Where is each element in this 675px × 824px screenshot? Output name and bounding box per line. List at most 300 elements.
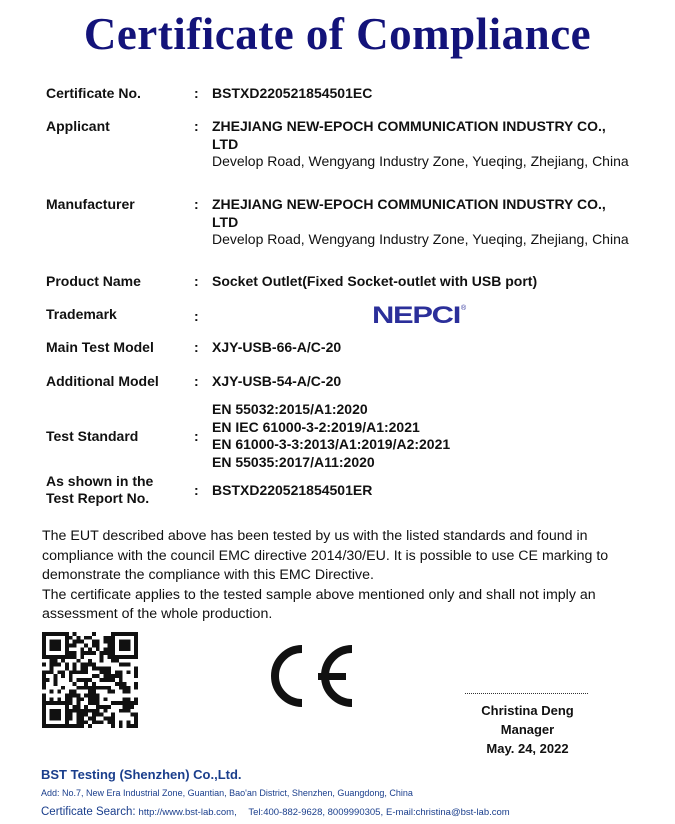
qr-module bbox=[73, 632, 77, 636]
qr-module bbox=[107, 678, 111, 682]
qr-module bbox=[54, 644, 58, 648]
qr-module bbox=[50, 655, 54, 659]
trademark-logo bbox=[212, 301, 632, 327]
qr-module bbox=[65, 720, 69, 724]
qr-module bbox=[73, 655, 77, 659]
qr-module bbox=[77, 716, 81, 720]
qr-module bbox=[57, 724, 61, 728]
qr-module bbox=[57, 647, 61, 651]
qr-module bbox=[126, 724, 130, 728]
qr-module bbox=[84, 663, 88, 667]
qr-module bbox=[103, 670, 107, 674]
qr-module bbox=[119, 674, 123, 678]
standard-item: EN 55032:2015/A1:2020 bbox=[212, 401, 368, 417]
qr-module bbox=[88, 686, 92, 690]
qr-module bbox=[134, 713, 138, 717]
qr-module bbox=[96, 647, 100, 651]
qr-module bbox=[96, 644, 100, 648]
qr-module bbox=[123, 705, 127, 709]
applicant-address: Develop Road, Wengyang Industry Zone, Yueqing, Zhejiang, China bbox=[212, 153, 629, 169]
qr-module bbox=[77, 697, 81, 701]
qr-module bbox=[50, 697, 54, 701]
qr-module bbox=[130, 713, 134, 717]
qr-module bbox=[65, 640, 69, 644]
qr-module bbox=[92, 632, 96, 636]
main-test-model-label: Main Test Model bbox=[46, 339, 154, 355]
qr-module bbox=[54, 716, 58, 720]
qr-module bbox=[42, 655, 46, 659]
qr-module bbox=[73, 690, 77, 694]
qr-module bbox=[50, 690, 54, 694]
qr-module bbox=[42, 636, 46, 640]
qr-module bbox=[65, 709, 69, 713]
qr-module bbox=[50, 663, 54, 667]
colon: : bbox=[194, 273, 199, 289]
qr-module bbox=[77, 709, 81, 713]
qr-module bbox=[92, 720, 96, 724]
signature-date: May. 24, 2022 bbox=[486, 741, 569, 756]
qr-module bbox=[92, 690, 96, 694]
qr-module bbox=[69, 690, 73, 694]
footer-address: Add: No.7, New Era Industrial Zone, Guantian, Bao'an District, Shenzhen, Guangdong, China bbox=[41, 788, 413, 798]
qr-module bbox=[46, 701, 50, 705]
qr-module bbox=[130, 655, 134, 659]
qr-module bbox=[80, 663, 84, 667]
qr-module bbox=[123, 690, 127, 694]
qr-module bbox=[126, 701, 130, 705]
qr-module bbox=[80, 667, 84, 671]
qr-module bbox=[103, 647, 107, 651]
qr-module bbox=[134, 644, 138, 648]
qr-module bbox=[77, 678, 81, 682]
qr-module bbox=[92, 640, 96, 644]
qr-module bbox=[111, 655, 115, 659]
qr-module bbox=[77, 713, 81, 717]
qr-module bbox=[54, 678, 58, 682]
qr-module bbox=[130, 632, 134, 636]
qr-module bbox=[130, 724, 134, 728]
qr-module bbox=[46, 655, 50, 659]
qr-module bbox=[111, 651, 115, 655]
qr-module bbox=[119, 670, 123, 674]
footer-contact bbox=[41, 806, 510, 818]
qr-module bbox=[126, 644, 130, 648]
qr-module bbox=[107, 640, 111, 644]
qr-module bbox=[84, 678, 88, 682]
qr-module bbox=[126, 670, 130, 674]
qr-module bbox=[61, 632, 65, 636]
qr-module bbox=[107, 674, 111, 678]
qr-module bbox=[42, 701, 46, 705]
colon: : bbox=[194, 339, 199, 355]
qr-module bbox=[103, 674, 107, 678]
qr-module bbox=[77, 659, 81, 663]
qr-module bbox=[65, 655, 69, 659]
product-name-value: Socket Outlet(Fixed Socket-outlet with USB port) bbox=[212, 273, 538, 289]
qr-module bbox=[42, 644, 46, 648]
svg-text:NEPCI: NEPCI bbox=[372, 302, 461, 327]
qr-module bbox=[57, 713, 61, 717]
certificate-no-value: BSTXD220521854501EC bbox=[212, 85, 373, 101]
qr-module bbox=[126, 690, 130, 694]
qr-module bbox=[57, 716, 61, 720]
qr-module bbox=[119, 678, 123, 682]
qr-module bbox=[77, 686, 81, 690]
qr-module bbox=[42, 674, 46, 678]
qr-module bbox=[84, 682, 88, 686]
qr-module bbox=[119, 709, 123, 713]
qr-module bbox=[42, 670, 46, 674]
qr-module bbox=[103, 651, 107, 655]
qr-module bbox=[65, 644, 69, 648]
qr-module bbox=[57, 644, 61, 648]
qr-module bbox=[119, 647, 123, 651]
ce-mark-icon bbox=[260, 643, 356, 709]
qr-module bbox=[111, 724, 115, 728]
certificate-no-label: Certificate No. bbox=[46, 85, 141, 101]
qr-module bbox=[57, 632, 61, 636]
qr-module bbox=[88, 690, 92, 694]
qr-module bbox=[111, 720, 115, 724]
qr-module bbox=[96, 720, 100, 724]
qr-module bbox=[84, 644, 88, 648]
qr-module bbox=[77, 705, 81, 709]
test-report-value: BSTXD220521854501ER bbox=[212, 482, 373, 498]
additional-model-label: Additional Model bbox=[46, 373, 159, 389]
qr-module bbox=[73, 693, 77, 697]
qr-module bbox=[92, 667, 96, 671]
qr-module bbox=[100, 686, 104, 690]
qr-module bbox=[65, 636, 69, 640]
qr-module bbox=[119, 701, 123, 705]
qr-module bbox=[54, 682, 58, 686]
qr-module bbox=[107, 686, 111, 690]
qr-module bbox=[92, 674, 96, 678]
qr-module bbox=[61, 701, 65, 705]
qr-module bbox=[103, 640, 107, 644]
signer-name: Christina Deng bbox=[481, 703, 574, 718]
qr-module bbox=[57, 701, 61, 705]
qr-module bbox=[126, 647, 130, 651]
qr-module bbox=[42, 697, 46, 701]
qr-module bbox=[107, 667, 111, 671]
qr-module bbox=[134, 632, 138, 636]
manufacturer-address: Develop Road, Wengyang Industry Zone, Yueqing, Zhejiang, China bbox=[212, 231, 629, 247]
qr-module bbox=[50, 701, 54, 705]
manufacturer-label: Manufacturer bbox=[46, 196, 135, 212]
qr-module bbox=[119, 682, 123, 686]
qr-module bbox=[50, 644, 54, 648]
qr-module bbox=[100, 670, 104, 674]
qr-module bbox=[65, 647, 69, 651]
qr-module bbox=[119, 655, 123, 659]
qr-module bbox=[100, 659, 104, 663]
qr-module bbox=[123, 647, 127, 651]
qr-module bbox=[80, 678, 84, 682]
qr-module bbox=[65, 716, 69, 720]
qr-module bbox=[92, 663, 96, 667]
qr-module bbox=[73, 705, 77, 709]
qr-module bbox=[46, 678, 50, 682]
footer-email[interactable]: E-mail:christina@bst-lab.com bbox=[386, 807, 510, 818]
qr-module bbox=[134, 636, 138, 640]
qr-module bbox=[130, 701, 134, 705]
signer-title: Manager bbox=[500, 722, 555, 737]
qr-module bbox=[107, 716, 111, 720]
qr-module bbox=[73, 670, 77, 674]
qr-module bbox=[42, 713, 46, 717]
qr-module bbox=[103, 667, 107, 671]
qr-module bbox=[100, 655, 104, 659]
qr-module bbox=[77, 701, 81, 705]
colon: : bbox=[194, 482, 199, 498]
applicant-label: Applicant bbox=[46, 118, 110, 134]
qr-module bbox=[100, 678, 104, 682]
standard-item: EN IEC 61000-3-2:2019/A1:2021 bbox=[212, 418, 420, 435]
qr-module bbox=[88, 651, 92, 655]
qr-module bbox=[88, 697, 92, 701]
qr-module bbox=[50, 647, 54, 651]
qr-module bbox=[61, 655, 65, 659]
qr-module bbox=[134, 674, 138, 678]
qr-module bbox=[103, 636, 107, 640]
certificate-search-link[interactable]: http://www.bst-lab.com, bbox=[138, 807, 237, 818]
qr-module bbox=[54, 655, 58, 659]
qr-module bbox=[111, 674, 115, 678]
qr-module bbox=[96, 674, 100, 678]
qr-module bbox=[57, 640, 61, 644]
qr-module bbox=[134, 686, 138, 690]
certificate-search-label: Certificate Search: bbox=[41, 806, 136, 818]
qr-module bbox=[69, 644, 73, 648]
qr-module bbox=[88, 716, 92, 720]
qr-module bbox=[134, 647, 138, 651]
footer-company: BST Testing (Shenzhen) Co.,Ltd. bbox=[41, 767, 242, 782]
qr-module bbox=[100, 720, 104, 724]
qr-module bbox=[73, 663, 77, 667]
qr-module bbox=[42, 647, 46, 651]
qr-module bbox=[57, 697, 61, 701]
qr-module bbox=[61, 659, 65, 663]
qr-module bbox=[54, 713, 58, 717]
qr-module bbox=[50, 640, 54, 644]
qr-module bbox=[80, 720, 84, 724]
qr-module bbox=[111, 690, 115, 694]
qr-module bbox=[134, 720, 138, 724]
qr-module bbox=[111, 636, 115, 640]
qr-module bbox=[80, 716, 84, 720]
qr-module bbox=[100, 667, 104, 671]
svg-text:®: ® bbox=[461, 305, 467, 312]
qr-module bbox=[46, 632, 50, 636]
qr-module bbox=[103, 709, 107, 713]
certificate-title: Certificate of Compliance bbox=[83, 9, 592, 59]
qr-module bbox=[123, 663, 127, 667]
qr-module bbox=[73, 709, 77, 713]
qr-module bbox=[92, 693, 96, 697]
qr-module bbox=[61, 724, 65, 728]
standard-item: EN 55035:2017/A11:2020 bbox=[212, 453, 375, 470]
colon: : bbox=[194, 118, 199, 134]
qr-module bbox=[54, 640, 58, 644]
qr-module bbox=[92, 701, 96, 705]
qr-module bbox=[65, 701, 69, 705]
main-test-model-value: XJY-USB-66-A/C-20 bbox=[212, 339, 342, 355]
qr-module bbox=[126, 640, 130, 644]
qr-module bbox=[88, 678, 92, 682]
qr-module bbox=[134, 716, 138, 720]
qr-module bbox=[119, 720, 123, 724]
qr-module bbox=[126, 705, 130, 709]
qr-module bbox=[80, 713, 84, 717]
qr-module bbox=[96, 713, 100, 717]
qr-module bbox=[107, 705, 111, 709]
qr-module bbox=[103, 716, 107, 720]
qr-module bbox=[77, 724, 81, 728]
qr-module bbox=[134, 701, 138, 705]
qr-module bbox=[107, 651, 111, 655]
statement-paragraph-2: The certificate applies to the tested sample above mentioned only and shall not imply an assessment of the whole production. bbox=[42, 586, 596, 622]
qr-module bbox=[126, 655, 130, 659]
qr-module bbox=[73, 644, 77, 648]
qr-module bbox=[42, 632, 46, 636]
qr-module bbox=[119, 632, 123, 636]
qr-module bbox=[111, 632, 115, 636]
qr-module bbox=[115, 655, 119, 659]
qr-module bbox=[65, 667, 69, 671]
test-report-label: As shown in the Test Report No. bbox=[46, 473, 154, 506]
qr-module bbox=[119, 686, 123, 690]
qr-module bbox=[134, 640, 138, 644]
qr-module bbox=[115, 674, 119, 678]
qr-module bbox=[88, 659, 92, 663]
qr-module bbox=[92, 709, 96, 713]
qr-module bbox=[123, 709, 127, 713]
footer-tel: Tel:400-882-9628, 8009990305, bbox=[248, 807, 384, 818]
qr-module bbox=[123, 655, 127, 659]
qr-module bbox=[92, 686, 96, 690]
qr-module bbox=[65, 713, 69, 717]
qr-module bbox=[100, 705, 104, 709]
qr-module bbox=[84, 720, 88, 724]
qr-module bbox=[80, 670, 84, 674]
qr-module bbox=[96, 697, 100, 701]
qr-module bbox=[65, 697, 69, 701]
qr-module bbox=[96, 701, 100, 705]
qr-module bbox=[115, 701, 119, 705]
qr-module bbox=[50, 632, 54, 636]
qr-module bbox=[73, 682, 77, 686]
colon: : bbox=[194, 428, 199, 444]
qr-module bbox=[42, 720, 46, 724]
qr-module bbox=[111, 716, 115, 720]
qr-module bbox=[103, 705, 107, 709]
qr-module bbox=[69, 716, 73, 720]
qr-module bbox=[77, 693, 81, 697]
qr-module bbox=[92, 682, 96, 686]
colon: : bbox=[194, 85, 199, 101]
qr-module bbox=[88, 709, 92, 713]
qr-module bbox=[69, 678, 73, 682]
qr-module bbox=[42, 663, 46, 667]
qr-module bbox=[92, 651, 96, 655]
qr-module bbox=[96, 667, 100, 671]
qr-module bbox=[130, 705, 134, 709]
trademark-label: Trademark bbox=[46, 306, 117, 322]
qr-module bbox=[42, 724, 46, 728]
qr-module bbox=[88, 647, 92, 651]
qr-module bbox=[107, 720, 111, 724]
qr-module bbox=[69, 697, 73, 701]
qr-module bbox=[96, 640, 100, 644]
qr-module bbox=[100, 713, 104, 717]
standard-item: EN 61000-3-3:2013/A1:2019/A2:2021 bbox=[212, 436, 451, 452]
qr-module bbox=[65, 724, 69, 728]
qr-module bbox=[65, 705, 69, 709]
qr-module bbox=[77, 636, 81, 640]
qr-module bbox=[107, 655, 111, 659]
qr-module bbox=[54, 647, 58, 651]
applicant-name: ZHEJIANG NEW-EPOCH COMMUNICATION INDUSTRY CO., LTD bbox=[212, 118, 606, 152]
qr-module bbox=[119, 724, 123, 728]
qr-module bbox=[134, 655, 138, 659]
qr-module bbox=[54, 701, 58, 705]
qr-module bbox=[111, 644, 115, 648]
qr-module bbox=[84, 686, 88, 690]
qr-module bbox=[42, 693, 46, 697]
compliance-statement bbox=[42, 527, 642, 625]
qr-module bbox=[54, 724, 58, 728]
qr-module bbox=[54, 709, 58, 713]
qr-module bbox=[80, 686, 84, 690]
qr-module bbox=[77, 670, 81, 674]
qr-module bbox=[80, 655, 84, 659]
qr-module bbox=[134, 682, 138, 686]
qr-module bbox=[57, 663, 61, 667]
qr-module bbox=[69, 655, 73, 659]
qr-module bbox=[96, 709, 100, 713]
qr-module bbox=[84, 636, 88, 640]
qr-module bbox=[115, 632, 119, 636]
qr-module bbox=[65, 632, 69, 636]
qr-module bbox=[107, 636, 111, 640]
qr-module bbox=[123, 640, 127, 644]
qr-module bbox=[65, 651, 69, 655]
qr-module bbox=[69, 636, 73, 640]
qr-module bbox=[69, 651, 73, 655]
qr-module bbox=[123, 686, 127, 690]
test-standard-list bbox=[212, 401, 632, 471]
qr-module bbox=[96, 686, 100, 690]
qr-module bbox=[100, 651, 104, 655]
statement-paragraph-1: The EUT described above has been tested by us with the listed standards and found in compliance with the council EMC directive 2014/30/EU. It is possible to use CE marking to demonstrate the compliance with this EMC Directive. bbox=[42, 528, 609, 583]
qr-module bbox=[69, 709, 73, 713]
qr-module bbox=[111, 713, 115, 717]
qr-module bbox=[84, 713, 88, 717]
colon: : bbox=[194, 373, 199, 389]
qr-module bbox=[80, 724, 84, 728]
qr-module bbox=[111, 647, 115, 651]
qr-module bbox=[88, 724, 92, 728]
qr-module bbox=[80, 709, 84, 713]
qr-module bbox=[84, 651, 88, 655]
qr-module bbox=[84, 693, 88, 697]
qr-module bbox=[69, 701, 73, 705]
qr-module bbox=[134, 697, 138, 701]
qr-module bbox=[123, 644, 127, 648]
qr-module bbox=[54, 632, 58, 636]
qr-module bbox=[134, 670, 138, 674]
